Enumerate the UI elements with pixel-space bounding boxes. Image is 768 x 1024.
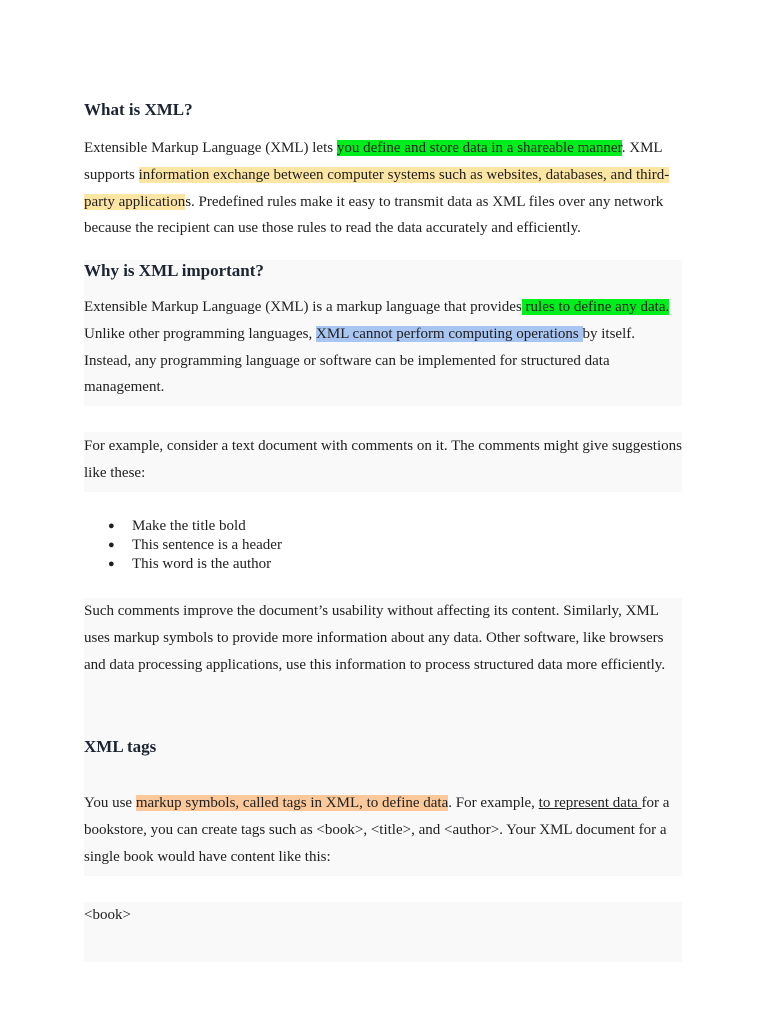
heading-what-is-xml: What is XML?: [84, 100, 193, 119]
heading-why-xml-important: Why is XML important?: [84, 261, 264, 280]
highlight-blue: XML cannot perform computing operations: [316, 325, 583, 342]
heading-xml-tags: XML tags: [84, 737, 157, 756]
text-run: . For example,: [448, 795, 539, 811]
text-run: You use: [84, 795, 136, 811]
text-run: by itself. Instead, any programming language or software can be implemented for structured data management.: [84, 325, 635, 396]
paragraph-why-xml-important: [84, 294, 682, 401]
text-run: for a bookstore, you can create tags such as <book>, <title>, and <author>. Your XML document for a single book would have content like this:: [84, 795, 670, 865]
paragraph-what-is-xml: [84, 135, 682, 242]
text-run: s. Predefined rules make it easy to transmit data as XML files over any network because the recipient can use those rules to read the data accurately and efficiently.: [84, 193, 664, 237]
list-item: ● Make the title bold: [84, 517, 282, 536]
suggestion-list: [84, 517, 282, 574]
list-item: ● This word is the author: [84, 555, 282, 574]
paragraph-xml-tags: [84, 790, 682, 870]
highlight-green: you define and store data in a shareable manner: [336, 140, 622, 156]
highlight-green: rules to define any data.: [521, 299, 670, 315]
highlight-yellow: information exchange between computer systems such as websites, databases, and third-party application: [84, 166, 670, 210]
underlined-text: to represent data: [538, 795, 642, 811]
list-item: ● This sentence is a header: [84, 536, 282, 555]
code-line: <book>: [84, 907, 131, 923]
text-run: Extensible Markup Language (XML) is a markup language that provides: [84, 299, 522, 315]
text-run: Extensible Markup Language (XML) lets: [84, 140, 337, 156]
paragraph-such-comments: Such comments improve the document’s usability without affecting its content. Similarly, XML uses markup symbols to provide more information about any data. Other software, like browsers and data processing applications, use this information to process structured data more efficiently.: [84, 603, 666, 673]
highlight-orange: markup symbols, called tags in XML, to define data: [135, 795, 449, 811]
paragraph-example: For example, consider a text document with comments on it. The comments might give suggestions like these:: [84, 438, 682, 481]
text-run: . XML supports: [84, 140, 663, 183]
text-run: Unlike other programming languages,: [84, 325, 317, 342]
